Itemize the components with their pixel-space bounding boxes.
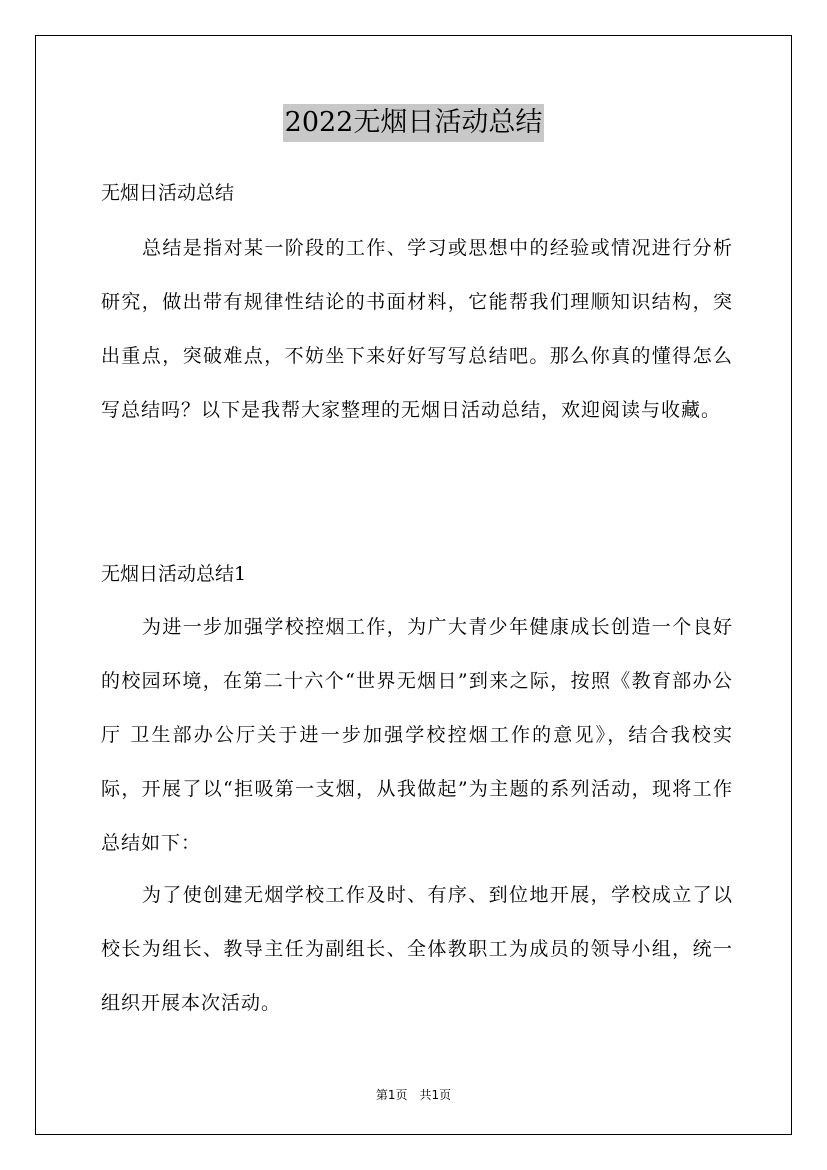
section1-paragraph-1: 为进一步加强学校控烟工作，为广大青少年健康成长创造一个良好的校园环境，在第二十六个“世界无烟日”到来之际，按照《教育部办公厅 卫生部办公厅关于进一步加强学校控烟工作的意见》，结合我校实际，开展了以“拒吸第一支烟，从我做起”为主题的系列活动，现将工作总结如下： (101, 616, 733, 854)
intro-paragraph: 总结是指对某一阶段的工作、学习或思想中的经验或情况进行分析研究，做出带有规律性结论的书面材料，它能帮我们理顺知识结构，突出重点，突破难点，不妨坐下来好好写写总结吧。那么你真的懂得怎么写总结吗？以下是我帮大家整理的无烟日活动总结，欢迎阅读与收藏。 (101, 237, 733, 421)
document-title-wrap (0, 104, 827, 142)
section1-paragraph-2: 为了使创建无烟学校工作及时、有序、到位地开展，学校成立了以校长为组长、教导主任为副组长、全体教职工为成员的领导小组，统一组织开展本次活动。 (101, 884, 733, 1014)
document-title: 2022无烟日活动总结 (283, 104, 545, 142)
section1-heading: 无烟日活动总结1 (101, 563, 247, 585)
page-footer: 第1页 共1页 (375, 1088, 452, 1102)
intro-heading: 无烟日活动总结 (101, 182, 235, 204)
